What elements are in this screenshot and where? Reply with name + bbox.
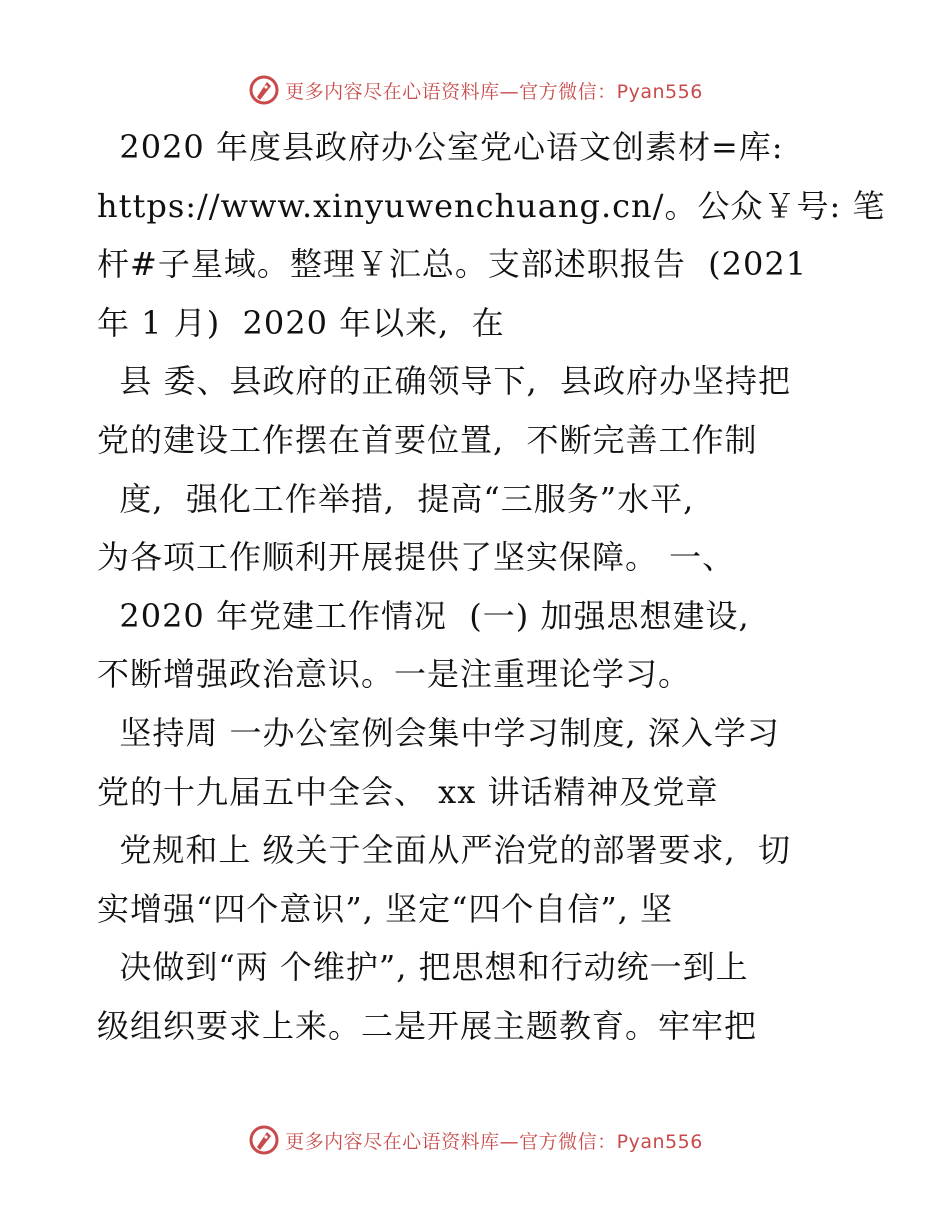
- text-line: 度, 强化工作举措, 提高“三服务”水平,: [97, 479, 695, 518]
- text-line: 不断增强政治意识。一是注重理论学习。: [97, 655, 692, 694]
- text-line: 坚持周 一办公室例会集中学习制度, 深入学习: [97, 713, 780, 752]
- text-line: 为各项工作顺利开展提供了坚实保障。 一、: [97, 538, 736, 577]
- text-line: https://www.xinyuwenchuang.cn/。公众￥号: 笔: [97, 186, 886, 225]
- footer-watermark-banner: [0, 1120, 950, 1160]
- text-line: 级组织要求上来。二是开展主题教育。牢牢把: [97, 1006, 758, 1045]
- pen-nib-logo-icon: [247, 1123, 281, 1157]
- text-line: 党的建设工作摆在首要位置, 不断完善工作制: [97, 420, 758, 459]
- text-line: 2020 年党建工作情况 (一) 加强思想建设,: [97, 596, 750, 635]
- text-line: 实增强“四个意识”, 坚定“四个自信”, 坚: [97, 889, 674, 928]
- footer-watermark-text: 更多内容尽在心语资料库—官方微信：Pyan556: [285, 1130, 703, 1153]
- text-line: 2020 年度县政府办公室党心语文创素材=库:: [97, 128, 784, 166]
- text-line: 县 委、县政府的正确领导下, 县政府办坚持把: [97, 362, 792, 401]
- header-watermark-banner: [0, 70, 950, 110]
- text-line: 党的十九届五中全会、 xx 讲话精神及党章: [97, 772, 719, 811]
- text-line: 党规和上 级关于全面从严治党的部署要求, 切: [97, 831, 792, 870]
- document-body: [97, 118, 886, 1056]
- pen-nib-logo-icon: [247, 73, 281, 107]
- text-line: 杆#子星域。整理￥汇总。支部述职报告 (2021: [97, 245, 808, 284]
- text-line: 年 1 月) 2020 年以来, 在: [97, 303, 505, 342]
- header-watermark-text: 更多内容尽在心语资料库—官方微信：Pyan556: [285, 80, 703, 103]
- text-line: 决做到“两 个维护”, 把思想和行动统一到上: [97, 948, 749, 987]
